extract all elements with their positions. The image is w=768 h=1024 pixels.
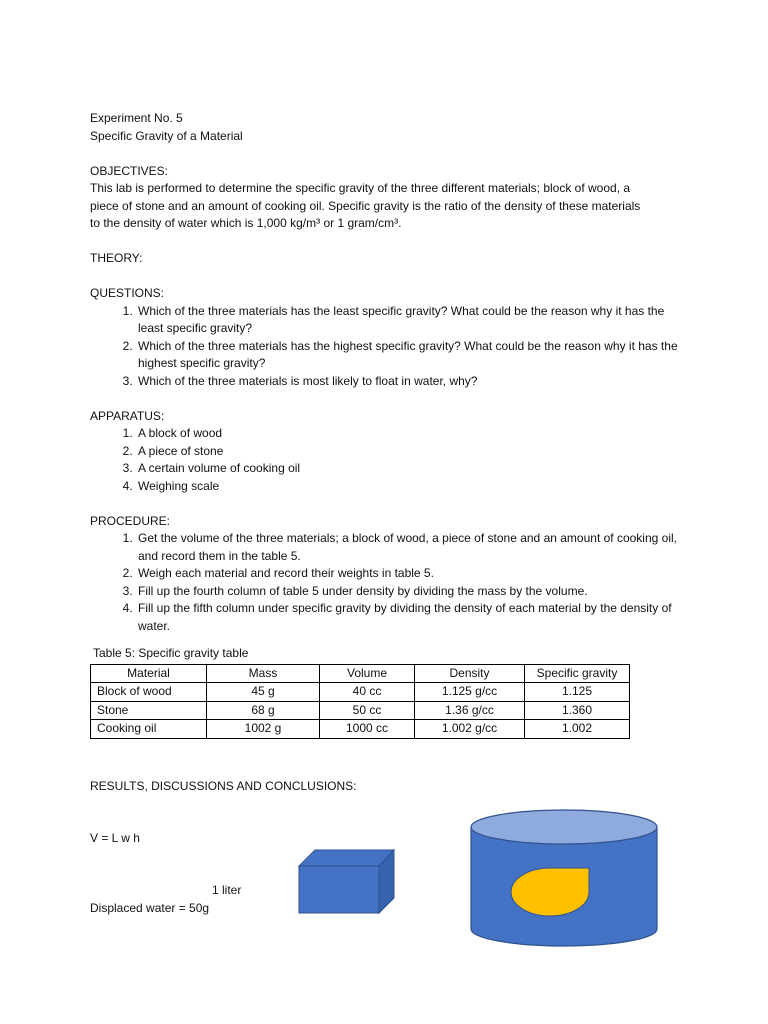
question-item: 1. Which of the three materials has the least specific gravity? What could be the reason why it has the least specific gravity? bbox=[136, 303, 690, 338]
water-cylinder-shape bbox=[471, 810, 657, 946]
block-front-face bbox=[299, 866, 379, 913]
procedure-heading: PROCEDURE: bbox=[90, 513, 171, 528]
table-header: Volume bbox=[320, 664, 415, 683]
table-cell: Cooking oil bbox=[91, 720, 207, 739]
table-cell: 1.125 bbox=[525, 683, 630, 702]
liter-label: 1 liter bbox=[212, 883, 242, 897]
table-cell: 50 cc bbox=[320, 701, 415, 720]
volume-formula: V = L w h bbox=[90, 831, 140, 845]
table-cell: 1.125 g/cc bbox=[415, 683, 525, 702]
procedure-item: 1. Get the volume of the three materials; a block of wood, a piece of stone and an amount of cooking oil, and record them in the table 5. bbox=[136, 530, 690, 565]
apparatus-item: 3. A certain volume of cooking oil bbox=[136, 460, 690, 478]
objectives-line: piece of stone and an amount of cooking oil. Specific gravity is the ratio of the density of these materials bbox=[90, 198, 641, 213]
displaced-water-label: Displaced water = 50g bbox=[90, 901, 210, 915]
objectives-heading: OBJECTIVES: bbox=[90, 163, 169, 178]
table-header: Material bbox=[91, 664, 207, 683]
theory-heading: THEORY: bbox=[90, 251, 143, 265]
oil-drop-shape bbox=[511, 868, 589, 916]
table-cell: Block of wood bbox=[91, 683, 207, 702]
question-item: 2. Which of the three materials has the highest specific gravity? What could be the reason why it has the highest specific gravity? bbox=[136, 338, 690, 373]
table-cell: 1.002 bbox=[525, 720, 630, 739]
table-header: Density bbox=[415, 664, 525, 683]
wood-block-shape bbox=[299, 850, 394, 913]
apparatus-item: 2. A piece of stone bbox=[136, 443, 690, 461]
experiment-number: Experiment No. 5 bbox=[90, 111, 183, 125]
table-cell: 1.360 bbox=[525, 701, 630, 720]
table-cell: 40 cc bbox=[320, 683, 415, 702]
procedure-item: 2. Weigh each material and record their weights in table 5. bbox=[136, 565, 690, 583]
table-cell: 1000 cc bbox=[320, 720, 415, 739]
experiment-title: Specific Gravity of a Material bbox=[90, 128, 243, 143]
procedure-item: 4. Fill up the fifth column under specific gravity by dividing the density of each material by the density of water. bbox=[136, 600, 690, 635]
questions-heading: QUESTIONS: bbox=[90, 286, 165, 300]
table-caption: Table 5: Specific gravity table bbox=[93, 646, 249, 660]
table-header: Mass bbox=[207, 664, 320, 683]
table-cell: 45 g bbox=[207, 683, 320, 702]
cylinder-top bbox=[471, 810, 657, 844]
apparatus-heading: APPARATUS: bbox=[90, 408, 165, 423]
apparatus-item: 1. A block of wood bbox=[136, 425, 690, 443]
table-header: Specific gravity bbox=[525, 664, 630, 683]
question-item: 3. Which of the three materials is most likely to float in water, why? bbox=[136, 373, 690, 391]
apparatus-item: 4. Weighing scale bbox=[136, 478, 690, 496]
objectives-line: This lab is performed to determine the specific gravity of the three different materials; block of wood, a bbox=[90, 181, 631, 195]
table-cell: 1.36 g/cc bbox=[415, 701, 525, 720]
table-cell: 1002 g bbox=[207, 720, 320, 739]
procedure-item: 3. Fill up the fourth column of table 5 under density by dividing the mass by the volume. bbox=[136, 583, 690, 601]
block-top-face bbox=[299, 850, 394, 866]
table-cell: 1.002 g/cc bbox=[415, 720, 525, 739]
table-cell: 68 g bbox=[207, 701, 320, 720]
objectives-line: to the density of water which is 1,000 kg/m³ or 1 gram/cm³. bbox=[90, 216, 402, 230]
table-cell: Stone bbox=[91, 701, 207, 720]
results-heading: RESULTS, DISCUSSIONS AND CONCLUSIONS: bbox=[90, 779, 357, 793]
